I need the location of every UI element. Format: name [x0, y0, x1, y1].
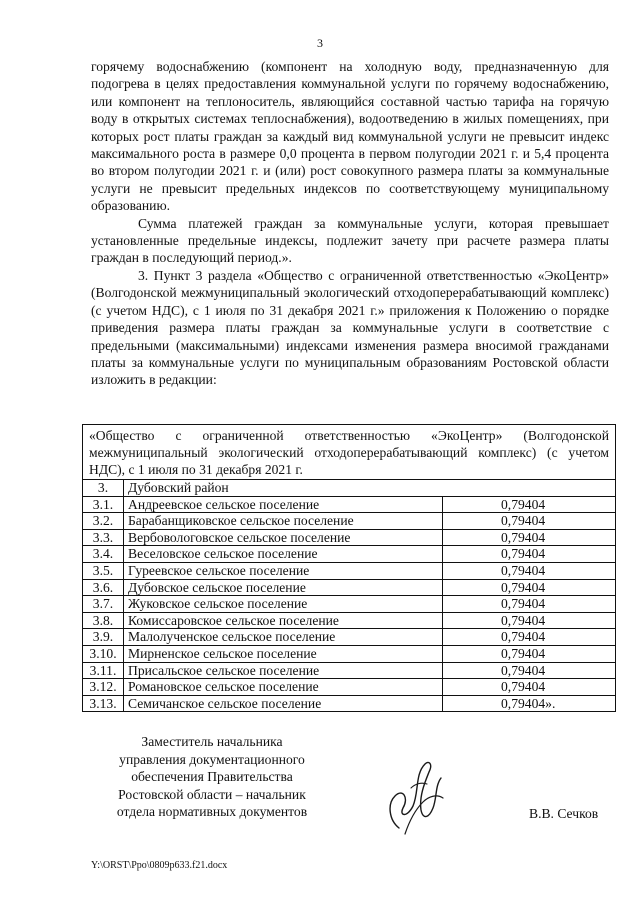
- index-value: 0,79404: [443, 529, 616, 546]
- index-value: 0,79404: [443, 513, 616, 530]
- row-number: 3.2.: [83, 513, 124, 530]
- row-number: 3.4.: [83, 546, 124, 563]
- index-value: 0,79404: [443, 596, 616, 613]
- row-number: 3.12.: [83, 679, 124, 696]
- row-number: 3.13.: [83, 695, 124, 712]
- settlement-name: Семичанское сельское поселение: [124, 695, 443, 712]
- index-value: 0,79404: [443, 662, 616, 679]
- settlement-name: Присальское сельское поселение: [124, 662, 443, 679]
- table-row: [83, 662, 616, 679]
- signatory-title: [102, 733, 322, 821]
- page-number: 3: [317, 36, 323, 50]
- body-text: [91, 58, 609, 389]
- index-value: 0,79404: [443, 629, 616, 646]
- index-value: 0,79404: [443, 562, 616, 579]
- index-value: 0,79404: [443, 612, 616, 629]
- file-path: Y:\ORST\Ppo\0809p633.f21.docx: [91, 860, 228, 871]
- paragraph-payment-offset: Сумма платежей граждан за коммунальные услуги, которая превышает установленные предельные индексы, подлежит зачету при расчете размера платы граждан в последующий период.».: [91, 215, 609, 266]
- table-row: [83, 612, 616, 629]
- signatory-title-line: управления документационного: [119, 751, 305, 767]
- signatory-title-line: Заместитель начальника: [141, 734, 283, 749]
- row-number: 3.3.: [83, 529, 124, 546]
- row-number: 3.7.: [83, 596, 124, 613]
- settlement-name: Гуреевское сельское поселение: [124, 562, 443, 579]
- paragraph-item-3: 3. Пункт 3 раздела «Общество с ограниченной ответственностью «ЭкоЦентр» (Волгодонской межмуниципальный экологический отходоперерабатывающий комплекс) (с учетом НДС), с 1 июля по 31 декабря 2021 г.» приложения к Положению о порядке приведения размера платы граждан за коммунальные услуги в соответствие с предельными (максимальными) индексами изменения размера вносимой гражданами платы за коммунальные услуги по муниципальным образованиям Ростовской области изложить в редакции:: [91, 267, 609, 388]
- index-value: 0,79404: [443, 679, 616, 696]
- district-row: [83, 480, 616, 497]
- row-number: 3.5.: [83, 562, 124, 579]
- settlement-name: Веселовское сельское поселение: [124, 546, 443, 563]
- table-row: [83, 679, 616, 696]
- settlement-name: Романовское сельское поселение: [124, 679, 443, 696]
- table-row: [83, 645, 616, 662]
- settlement-name: Мирненское сельское поселение: [124, 645, 443, 662]
- settlement-name: Вербовологовское сельское поселение: [124, 529, 443, 546]
- row-number: 3.10.: [83, 645, 124, 662]
- table-row: [83, 513, 616, 530]
- table-row: [83, 629, 616, 646]
- signatory-title-line: обеспечения Правительства: [131, 769, 293, 785]
- district-number: 3.: [83, 480, 124, 497]
- table-row: [83, 562, 616, 579]
- table-row: [83, 596, 616, 613]
- settlement-name: Барабанщиковское сельское поселение: [124, 513, 443, 530]
- table-header-cell: «Общество с ограниченной ответственностью «ЭкоЦентр» (Волгодонской межмуниципальный экологический отходоперерабатывающий комплекс) (с учетом НДС), с 1 июля по 31 декабря 2021 г.: [83, 425, 616, 480]
- settlement-name: Комиссаровское сельское поселение: [124, 612, 443, 629]
- index-value: 0,79404: [443, 579, 616, 596]
- signatory-title-line: Ростовской области – начальник: [118, 786, 306, 802]
- row-number: 3.11.: [83, 662, 124, 679]
- signatory-title-line: отдела нормативных документов: [116, 804, 308, 820]
- table-row: [83, 546, 616, 563]
- settlement-name: Андреевское сельское поселение: [124, 496, 443, 513]
- table-row: [83, 529, 616, 546]
- settlement-name: Малолученское сельское поселение: [124, 629, 443, 646]
- row-number: 3.9.: [83, 629, 124, 646]
- index-value: 0,79404: [443, 496, 616, 513]
- index-value: 0,79404: [443, 645, 616, 662]
- table-row: [83, 695, 616, 712]
- row-number: 3.8.: [83, 612, 124, 629]
- index-value: 0,79404: [443, 546, 616, 563]
- district-name: Дубовский район: [124, 480, 616, 497]
- table-row: [83, 579, 616, 596]
- table-row: [83, 496, 616, 513]
- settlement-name: Дубовское сельское поселение: [124, 579, 443, 596]
- table-header-row: [83, 425, 616, 480]
- handwritten-signature: [385, 758, 447, 836]
- index-value: 0,79404».: [443, 695, 616, 712]
- paragraph-continuation: горячему водоснабжению (компонент на холодную воду, предназначенную для подогрева в целях предоставления коммунальной услуги по горячему водоснабжению, или компонент на теплоноситель, являющийся составной частью тарифа на горячую воду в открытых системах теплоснабжения), водоотведению в жилых помещениях, при которых рост платы граждан за каждый вид коммунальной услуги не превысит индекс максимального роста в размере 0,0 процента в первом полугодии 2021 г. и 5,4 процента во втором полугодии 2021 г. и (или) рост совокупного размера платы за коммунальные услуги не превысит предельных индексов по соответствующему муниципальному образованию.: [91, 59, 609, 214]
- row-number: 3.6.: [83, 579, 124, 596]
- row-number: 3.1.: [83, 496, 124, 513]
- signatory-name: В.В. Сечков: [529, 806, 599, 821]
- settlement-name: Жуковское сельское поселение: [124, 596, 443, 613]
- index-table: [82, 424, 616, 712]
